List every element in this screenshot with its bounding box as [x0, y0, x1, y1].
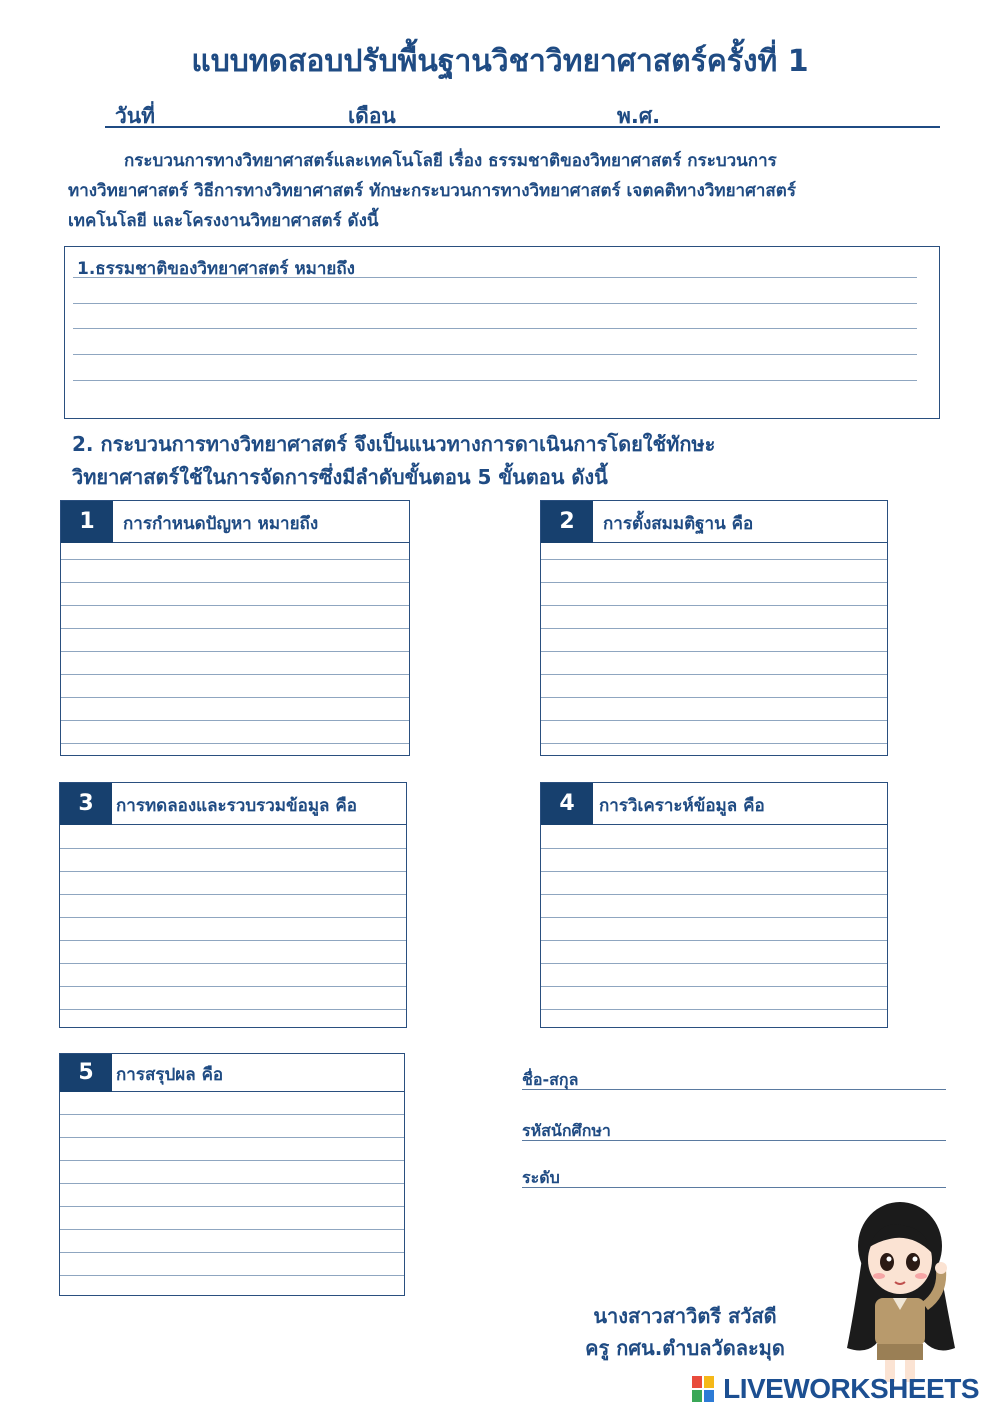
day-label: วันที่	[115, 104, 155, 128]
step-4-label: การวิเคราะห์ข้อมูล คือ	[599, 796, 765, 816]
intro-paragraph	[68, 146, 968, 236]
answer-line	[60, 1183, 404, 1184]
answer-line	[60, 1114, 404, 1115]
question2-line-2: วิทยาศาสตร์ใช้ในการจัดการซึ่งมีลำดับขั้นตอน 5 ขั้นตอน ดังนี้	[72, 465, 608, 489]
answer-line	[541, 559, 887, 560]
question2-line-1: 2. กระบวนการทางวิทยาศาสตร์ จึงเป็นแนวทางการดาเนินการโดยใช้ทักษะ	[72, 432, 716, 456]
answer-line	[61, 674, 409, 675]
answer-line	[541, 894, 887, 895]
answer-line	[60, 1206, 404, 1207]
teacher-cartoon-avatar	[835, 1198, 965, 1388]
answer-line	[60, 1009, 406, 1010]
answer-line	[541, 674, 887, 675]
answer-line	[541, 605, 887, 606]
step-3-box[interactable]	[59, 782, 407, 1028]
answer-line	[73, 354, 917, 355]
year-label: พ.ศ.	[617, 104, 661, 128]
answer-line	[541, 871, 887, 872]
answer-line	[541, 582, 887, 583]
step-4-box[interactable]	[540, 782, 888, 1028]
answer-line	[60, 1160, 404, 1161]
answer-line	[541, 963, 887, 964]
step-3-header	[60, 783, 406, 825]
intro-line-2: ทางวิทยาศาสตร์ วิธีการทางวิทยาศาสตร์ ทักษะกระบวนการทางวิทยาศาสตร์ เจตคติทางวิทยาศาสตร์	[68, 181, 796, 201]
answer-line	[61, 605, 409, 606]
answer-line	[61, 628, 409, 629]
answer-line	[61, 651, 409, 652]
answer-line	[541, 697, 887, 698]
answer-line	[60, 894, 406, 895]
step-2-box[interactable]	[540, 500, 888, 756]
step-1-number: 1	[61, 501, 113, 543]
liveworksheets-wordmark: LIVEWORKSHEETS	[723, 1373, 980, 1404]
answer-line	[541, 917, 887, 918]
step-2-label: การตั้งสมมติฐาน คือ	[603, 514, 754, 534]
step-2-number: 2	[541, 501, 593, 543]
intro-line-3: เทคโนโลยี และโครงงานวิทยาศาสตร์ ดังนี้	[68, 211, 379, 231]
answer-line	[60, 1229, 404, 1230]
step-3-number: 3	[60, 783, 112, 825]
answer-line	[61, 743, 409, 744]
answer-line	[541, 940, 887, 941]
answer-line	[541, 1009, 887, 1010]
step-1-header	[61, 501, 409, 543]
step-4-number: 4	[541, 783, 593, 825]
teacher-signature	[545, 1300, 825, 1364]
teacher-position: ครู กศน.ตำบลวัดละมุด	[585, 1336, 785, 1360]
liveworksheets-logo-icon	[692, 1376, 714, 1402]
answer-line	[73, 303, 917, 304]
answer-line	[541, 720, 887, 721]
step-5-box[interactable]	[59, 1053, 405, 1296]
step-1-label: การกำหนดปัญหา หมายถึง	[123, 514, 319, 534]
answer-line	[60, 917, 406, 918]
step-1-box[interactable]	[60, 500, 410, 756]
student-id-field[interactable]	[522, 1119, 946, 1141]
answer-line	[541, 651, 887, 652]
answer-line	[61, 720, 409, 721]
student-id-label: รหัสนักศึกษา	[522, 1121, 611, 1140]
question2-text	[72, 428, 952, 494]
step-5-number: 5	[60, 1054, 112, 1092]
question1-answer-box[interactable]	[64, 246, 940, 419]
date-line	[105, 100, 940, 128]
name-field[interactable]	[522, 1068, 946, 1090]
answer-line	[60, 1252, 404, 1253]
answer-line	[60, 1275, 404, 1276]
answer-line	[61, 697, 409, 698]
liveworksheets-brand	[692, 1373, 979, 1407]
step-5-header	[60, 1054, 404, 1092]
answer-line	[541, 628, 887, 629]
intro-line-1: กระบวนการทางวิทยาศาสตร์และเทคโนโลยี เรื่อง ธรรมชาติของวิทยาศาสตร์ กระบวนการ	[124, 151, 777, 171]
step-3-label: การทดลองและรวบรวมข้อมูล คือ	[116, 796, 357, 816]
answer-line	[60, 940, 406, 941]
answer-line	[61, 582, 409, 583]
answer-line	[60, 871, 406, 872]
answer-line	[73, 277, 917, 278]
answer-line	[60, 986, 406, 987]
teacher-name: นางสาวสาวิตรี สวัสดี	[593, 1304, 777, 1328]
name-label: ชื่อ-สกุล	[522, 1070, 579, 1089]
answer-line	[60, 1137, 404, 1138]
answer-line	[73, 380, 917, 381]
level-label: ระดับ	[522, 1168, 560, 1187]
step-4-header	[541, 783, 887, 825]
answer-line	[541, 848, 887, 849]
worksheet-title: แบบทดสอบปรับพื้นฐานวิชาวิทยาศาสตร์ครั้งที่ 1	[191, 44, 809, 79]
answer-line	[60, 963, 406, 964]
answer-line	[73, 328, 917, 329]
answer-line	[541, 743, 887, 744]
level-field[interactable]	[522, 1166, 946, 1188]
question1-label: 1.ธรรมชาติของวิทยาศาสตร์ หมายถึง	[77, 259, 355, 279]
month-label: เดือน	[348, 104, 396, 128]
answer-line	[61, 559, 409, 560]
answer-line	[541, 986, 887, 987]
step-2-header	[541, 501, 887, 543]
answer-line	[60, 848, 406, 849]
step-5-label: การสรุปผล คือ	[116, 1065, 224, 1085]
